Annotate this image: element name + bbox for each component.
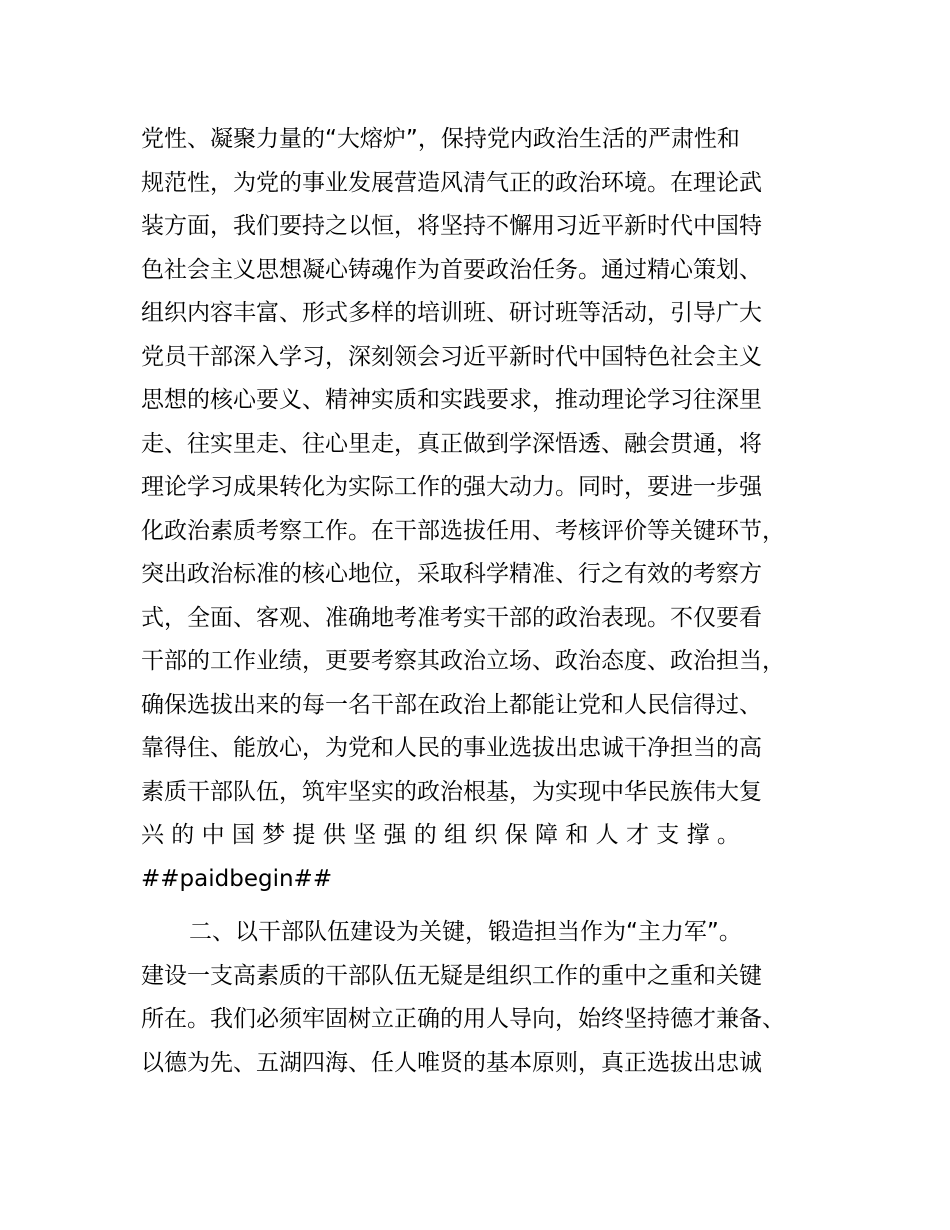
paragraph-2 xyxy=(141,911,841,1085)
text-line: 理论学习成果转化为实际工作的强大动力。同时，要进一步强 xyxy=(141,474,762,500)
text-line: 式，全面、客观、准确地考准考实干部的政治表现。不仅要看 xyxy=(141,604,762,631)
text-line: 色社会主义思想凝心铸魂作为首要政治任务。通过精心策划、 xyxy=(141,256,762,283)
text-line: 靠得住、能放心，为党和人民的事业选拔出忠诚干净担当的高 xyxy=(141,735,762,761)
text-line: 突出政治标准的核心地位，采取科学精准、行之有效的考察方 xyxy=(141,561,762,587)
paragraph-1 xyxy=(141,118,841,901)
text-line: 组织内容丰富、形式多样的培训班、研讨班等活动，引导广大 xyxy=(141,300,762,326)
text-line: 所在。我们必须牢固树立正确的用人导向，始终坚持德才兼备、 xyxy=(141,1006,785,1032)
text-line: 建设一支高素质的干部队伍无疑是组织工作的重中之重和关键 xyxy=(141,962,762,989)
paid-marker: ##paidbegin## xyxy=(141,865,333,892)
text-line: 化政治素质考察工作。在干部选拔任用、考核评价等关键环节， xyxy=(141,517,785,544)
text-line: 以德为先、五湖四海、任人唯贤的基本原则，真正选拔出忠诚 xyxy=(141,1049,762,1076)
text-line: 党员干部深入学习，深刻领会习近平新时代中国特色社会主义 xyxy=(141,343,762,370)
text-line: 党性、凝聚力量的“大熔炉”，保持党内政治生活的严肃性和 xyxy=(141,126,740,152)
text-line: 装方面，我们要持之以恒，将坚持不懈用习近平新时代中国特 xyxy=(141,213,762,239)
text-line: 确保选拔出来的每一名干部在政治上都能让党和人民信得过、 xyxy=(141,691,762,718)
text-line: 思想的核心要义、精神实质和实践要求，推动理论学习往深里 xyxy=(141,387,762,413)
text-line: 素质干部队伍，筑牢坚实的政治根基，为实现中华民族伟大复 xyxy=(141,778,762,805)
paragraph-gap xyxy=(141,901,841,911)
body-text xyxy=(141,118,841,1085)
text-line: 规范性，为党的事业发展营造风清气正的政治环境。在理论武 xyxy=(141,169,762,196)
text-line: 干部的工作业绩，更要考察其政治立场、政治态度、政治担当， xyxy=(141,648,785,674)
text-line: 走、往实里走、往心里走，真正做到学深悟透、融会贯通，将 xyxy=(141,430,762,457)
text-line: 兴 的 中 国 梦 提 供 坚 强 的 组 织 保 障 和 人 才 支 撑 。 xyxy=(141,822,740,848)
section-heading-line: 二、以干部队伍建设为关键，锻造担当作为“主力军”。 xyxy=(189,919,742,945)
